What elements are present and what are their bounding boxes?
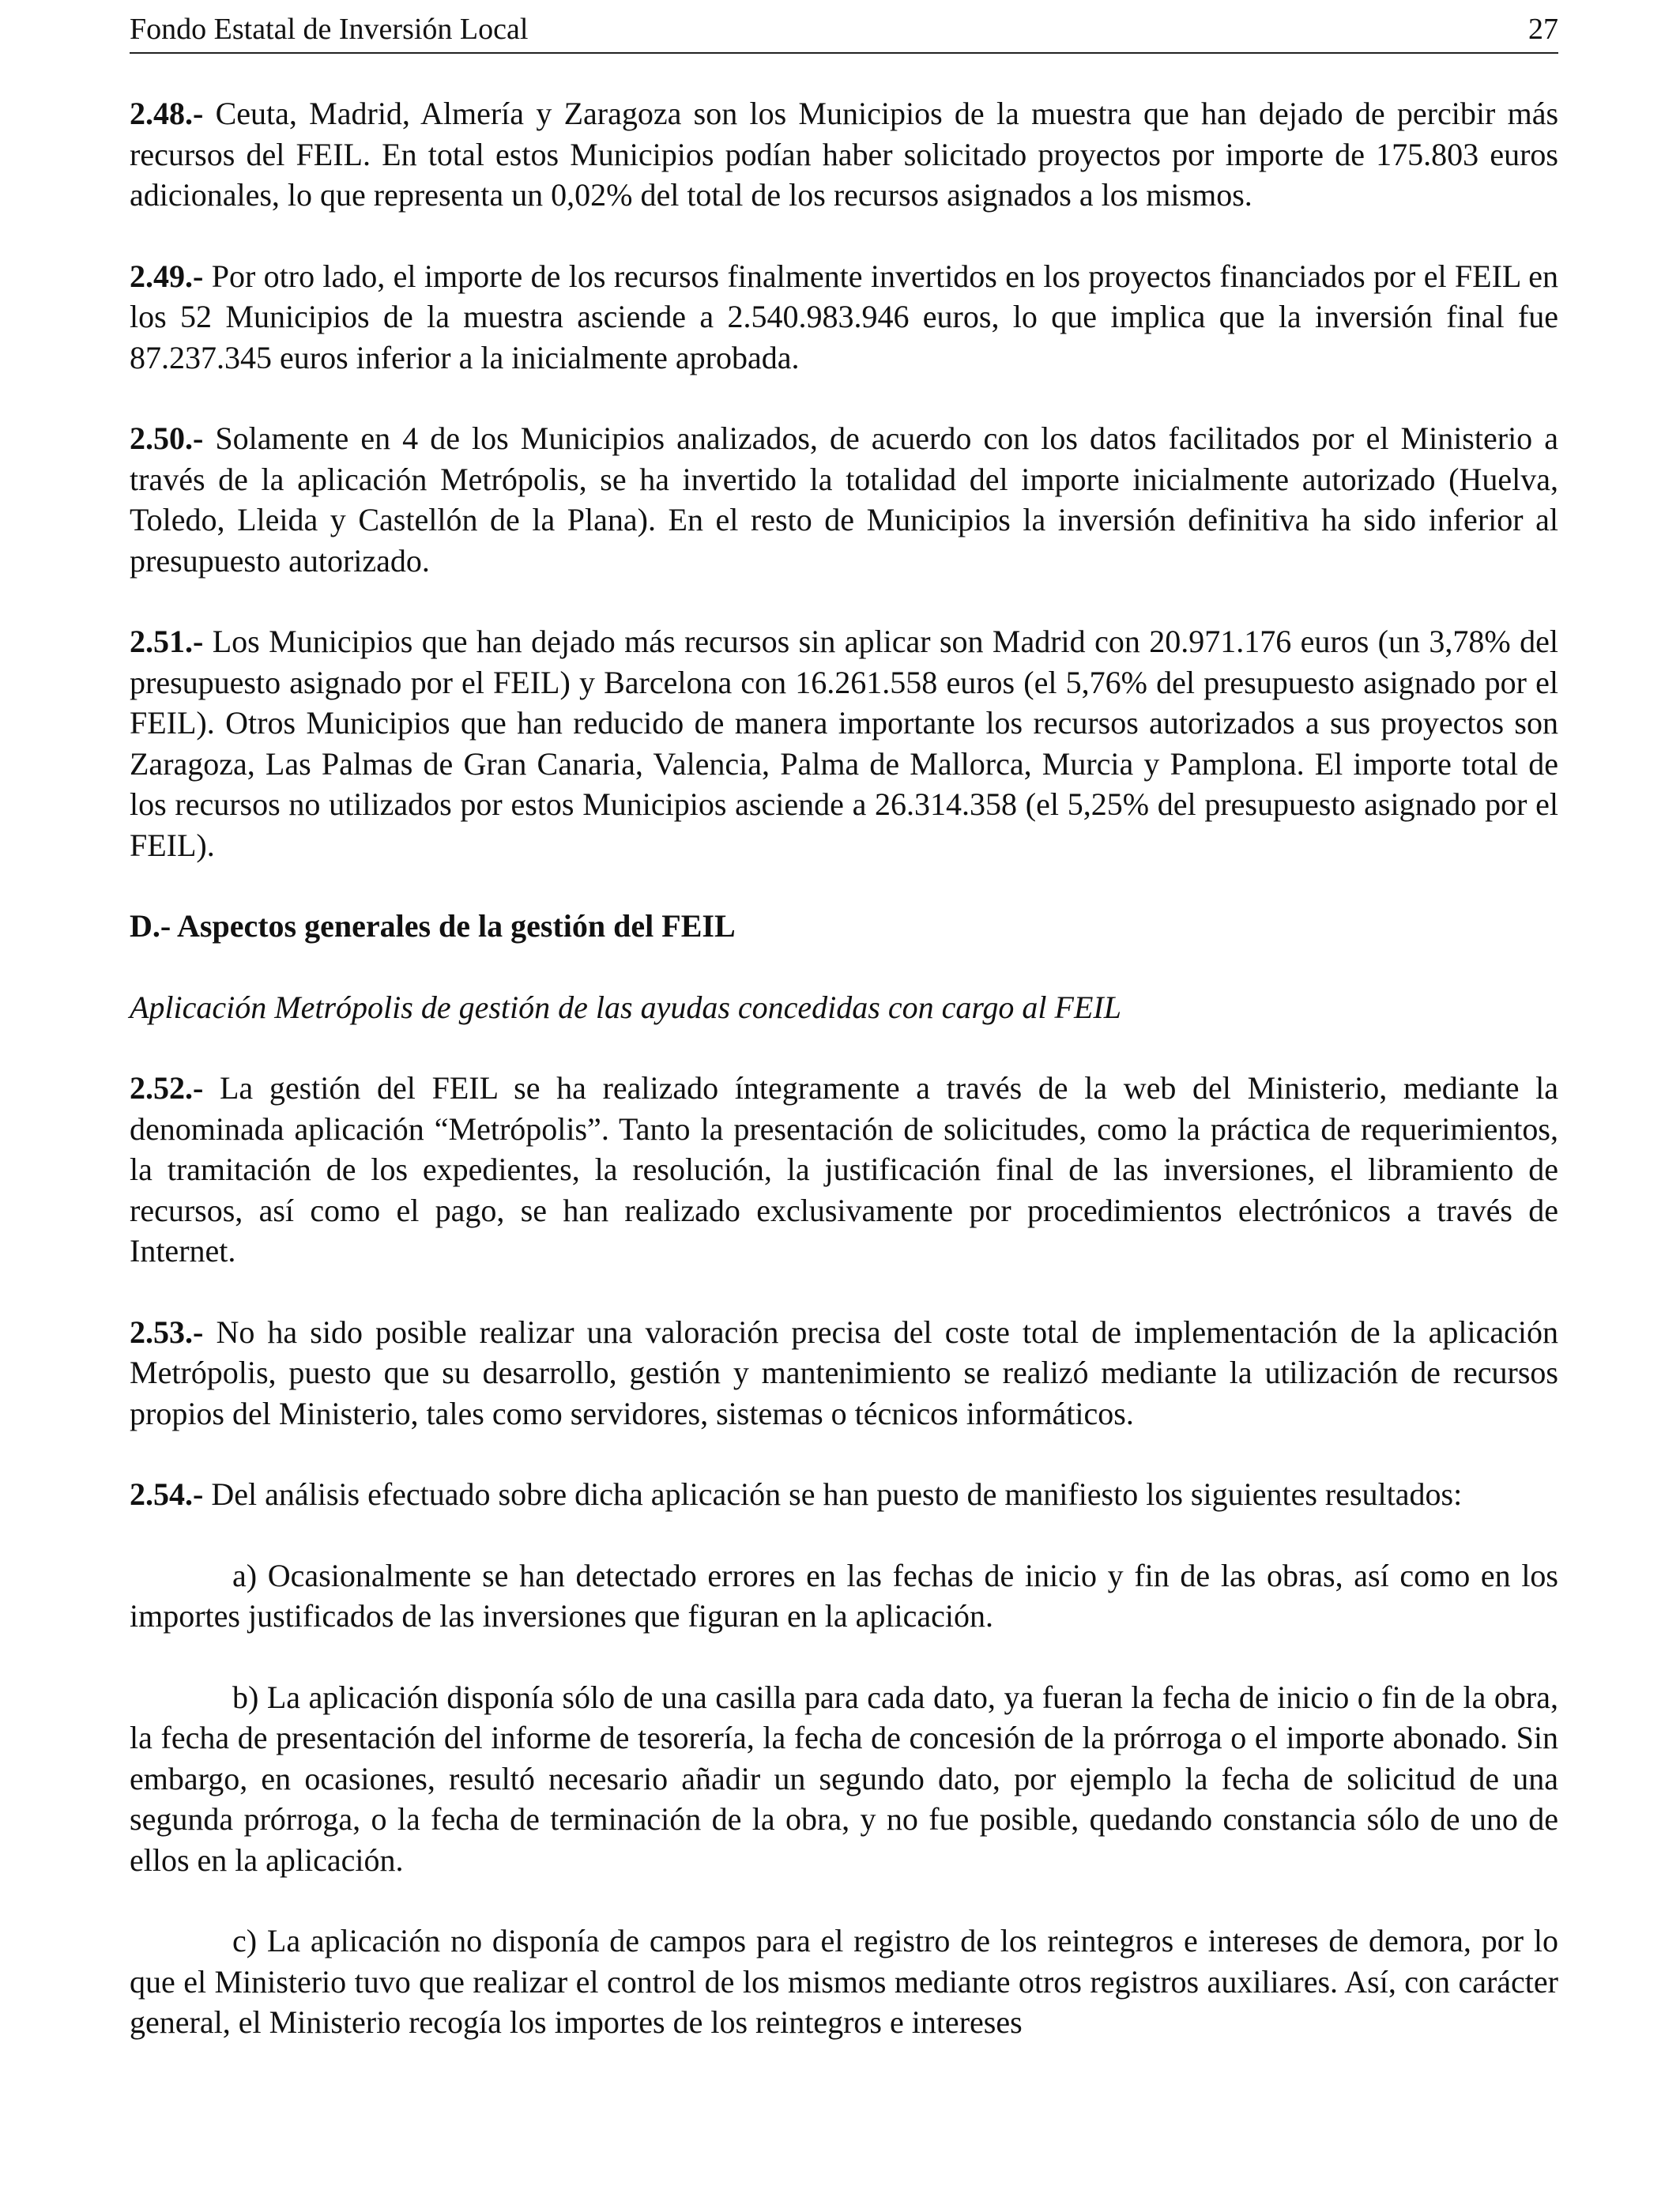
- page-number: 27: [1528, 13, 1558, 46]
- paragraph-text: Del análisis efectuado sobre dicha aplicación se han puesto de manifiesto los siguientes resultados:: [211, 1476, 1463, 1512]
- subsection-heading: Aplicación Metrópolis de gestión de las ayudas concedidas con cargo al FEIL: [130, 989, 1121, 1025]
- paragraph-2-50: [130, 418, 1558, 581]
- list-item-a: a) Ocasionalmente se han detectado errores en las fechas de inicio y fin de las obras, así como en los importes justificados de las inversiones que figuran en la aplicación.: [130, 1557, 1558, 1634]
- paragraph-number: 2.54.-: [130, 1476, 204, 1512]
- paragraph-2-51: [130, 621, 1558, 865]
- paragraph-number: 2.50.-: [130, 420, 204, 456]
- list-item-c: c) La aplicación no disponía de campos para el registro de los reintegros e intereses de demora, por lo que el Ministerio tuvo que realizar el control de los mismos mediante otros registros auxiliares. Así, con carácter general, el Ministerio recogía los importes de los reintegros e intereses: [130, 1923, 1558, 2040]
- paragraph-text: No ha sido posible realizar una valoración precisa del coste total de implementación de la aplicación Metrópolis, puesto que su desarrollo, gestión y mantenimiento se realizó mediante la utilización de recursos propios del Ministerio, tales como servidores, sistemas o técnicos informáticos.: [130, 1314, 1559, 1431]
- paragraph-2-49: [130, 256, 1558, 379]
- paragraph-2-52: [130, 1068, 1558, 1272]
- document-body: [130, 93, 1558, 2083]
- paragraph-number: 2.48.-: [130, 96, 204, 131]
- paragraph-2-53: [130, 1312, 1558, 1434]
- paragraph-number: 2.53.-: [130, 1314, 204, 1350]
- paragraph-text: Por otro lado, el importe de los recursos finalmente invertidos en los proyectos financiados por el FEIL en los 52 Municipios de la muestra asciende a 2.540.983.946 euros, lo que implica que la inversión final fue 87.237.345 euros inferior a la inicialmente aprobada.: [130, 258, 1559, 375]
- paragraph-text: Los Municipios que han dejado más recursos sin aplicar son Madrid con 20.971.176 euros (un 3,78% del presupuesto asignado por el FEIL) y Barcelona con 16.261.558 euros (el 5,76% del presupuesto asignado por el FEIL). Otros Municipios que han reducido de manera importante los recursos autorizados a sus proyectos son Zaragoza, Las Palmas de Gran Canaria, Valencia, Palma de Mallorca, Murcia y Pamplona. El importe total de los recursos no utilizados por estos Municipios asciende a 26.314.358 (el 5,25% del presupuesto asignado por el FEIL).: [130, 624, 1559, 863]
- page-header: [130, 9, 1558, 54]
- paragraph-text: Ceuta, Madrid, Almería y Zaragoza son los Municipios de la muestra que han dejado de percibir más recursos del FEIL. En total estos Municipios podían haber solicitado proyectos por importe de 175.803 euros adicionales, lo que representa un 0,02% del total de los recursos asignados a los mismos.: [130, 96, 1559, 213]
- section-heading-d: D.- Aspectos generales de la gestión del FEIL: [130, 908, 736, 944]
- paragraph-number: 2.52.-: [130, 1070, 204, 1106]
- paragraph-number: 2.51.-: [130, 624, 204, 659]
- paragraph-number: 2.49.-: [130, 258, 204, 294]
- paragraph-text: La gestión del FEIL se ha realizado íntegramente a través de la web del Ministerio, mediante la denominada aplicación “Metrópolis”. Tanto la presentación de solicitudes, como la práctica de requerimientos, la tramitación de los expedientes, la resolución, la justificación final de las inversiones, el libramiento de recursos, así como el pago, se han realizado exclusivamente por procedimientos electrónicos a través de Internet.: [130, 1070, 1559, 1269]
- list-item-b: b) La aplicación disponía sólo de una casilla para cada dato, ya fueran la fecha de inicio o fin de la obra, la fecha de presentación del informe de tesorería, la fecha de concesión de la prórroga o el importe abonado. Sin embargo, en ocasiones, resultó necesario añadir un segundo dato, por ejemplo la fecha de solicitud de una segunda prórroga, o la fecha de terminación de la obra, y no fue posible, quedando constancia sólo de uno de ellos en la aplicación.: [130, 1679, 1558, 1878]
- document-title: Fondo Estatal de Inversión Local: [130, 13, 529, 46]
- paragraph-text: Solamente en 4 de los Municipios analizados, de acuerdo con los datos facilitados por el Ministerio a través de la aplicación Metrópolis, se ha invertido la totalidad del importe inicialmente autorizado (Huelva, Toledo, Lleida y Castellón de la Plana). En el resto de Municipios la inversión definitiva ha sido inferior al presupuesto autorizado.: [130, 420, 1559, 579]
- paragraph-2-54: [130, 1474, 1558, 1515]
- paragraph-2-48: [130, 93, 1558, 216]
